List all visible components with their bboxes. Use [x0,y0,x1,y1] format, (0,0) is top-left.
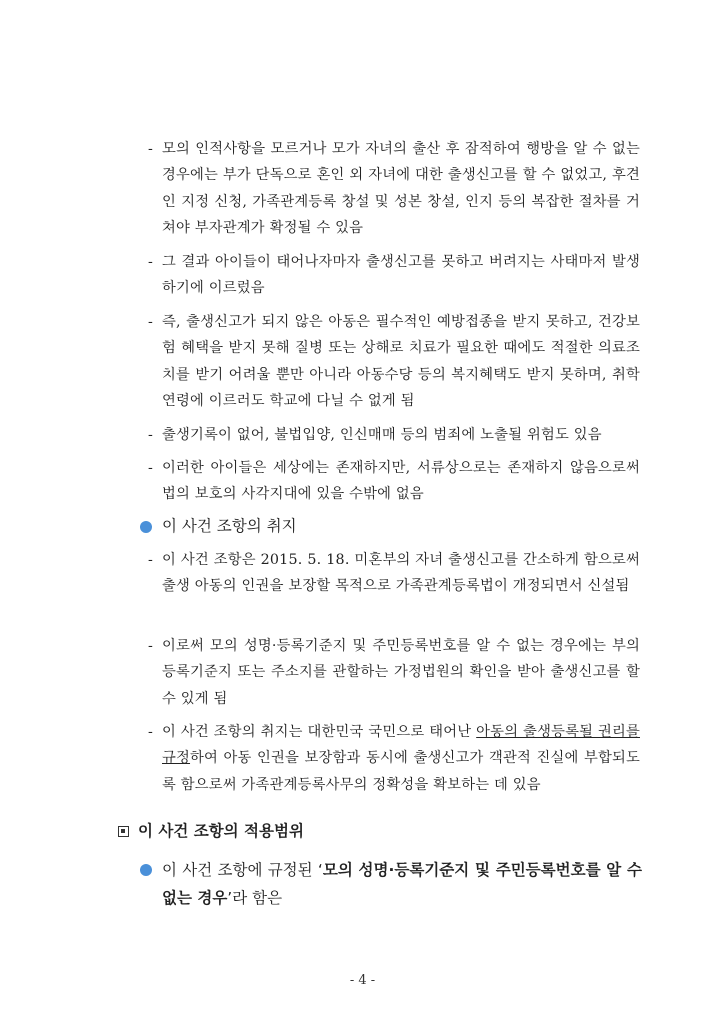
list-item [148,719,640,798]
text-segment: ’라 함은 [227,889,283,907]
list-item [148,249,640,302]
dash-marker: - [148,254,154,270]
dash-marker: - [148,314,154,330]
underlined-text: 아동의 출생등록될 권리를 규정 [162,724,640,767]
list-item-text: 모의 인적사항을 모르거나 모가 자녀의 출산 후 잠적하여 행방을 알 수 없는 경우에는 부가 단독으로 혼인 외 자녀에 대한 출생신고를 할 수 없었고, 후견인 지정 신청, 가족관계등록 창설 및 성본 창설, 인지 등의 복잡한 절차를 거쳐야 부자관계가 확정될 수 있음 [162,141,640,236]
page-number: - 4 - [349,973,376,988]
section-heading: 이 사건 조항의 적용범위 [138,822,304,840]
text-segment: 이 사건 조항에 규정된 ‘ [162,861,323,879]
list-item-text: 출생기록이 없어, 불법입양, 인신매매 등의 범죄에 노출될 위험도 있음 [162,427,602,443]
list-item [148,422,640,448]
bullet-dot-icon [140,521,152,533]
dash-marker: - [148,141,154,157]
text-segment: 이 사건 조항의 취지는 대한민국 국민으로 태어난 [162,724,477,740]
list-item-text: 즉, 출생신고가 되지 않은 아동은 필수적인 예방접종을 받지 못하고, 건강보험 혜택을 받지 못해 질병 또는 상해로 치료가 필요한 때에도 적절한 의료조치를 받기 어려울 뿐만 아니라 아동수당 등의 복지혜택도 받지 못하며, 취학연령에 이르러도 학교에 다닐 수 없게 됨 [162,314,640,409]
dash-marker: - [148,724,154,740]
list-item-text: 이로써 모의 성명·등록기준지 및 주민등록번호를 알 수 없는 경우에는 부의 등록기준지 또는 주소지를 관할하는 가정법원의 확인을 받아 출생신고를 할 수 있게 됨 [162,638,640,707]
text-segment: 하여 아동 인권을 보장함과 동시에 출생신고가 객관적 진실에 부합되도록 함으로써 가족관계등록사무의 정확성을 확보하는 데 있음 [162,750,640,793]
section-title: 이 사건 조항의 취지 [162,517,297,535]
list-item-text: 이러한 아이들은 세상에는 존재하지만, 서류상으로는 존재하지 않음으로써 법의 보호의 사각지대에 있을 수밖에 없음 [162,460,640,503]
dash-marker: - [148,460,154,476]
list-item-text: 그 결과 아이들이 태어나자마자 출생신고를 못하고 버려지는 사태마저 발생하기에 이르렀음 [162,254,640,297]
dash-marker: - [148,638,154,654]
list-item [148,455,640,508]
list-item [148,136,640,241]
bullet-dot-icon [140,864,152,876]
bullet-paragraph [162,856,642,912]
dash-marker: - [148,427,154,443]
square-bullet-icon [118,826,129,837]
list-item [148,547,640,600]
list-item [148,633,640,712]
list-item-text: 이 사건 조항은 2015. 5. 18. 미혼부의 자녀 출생신고를 간소하게 함으로써 출생 아동의 인권을 보장할 목적으로 가족관계등록법이 개정되면서 신설됨 [162,552,640,595]
bold-text: 모의 성명·등록기준지 및 주민등록번호를 알 수 없는 경우 [162,861,642,907]
list-item-text [148,719,640,798]
list-item [148,309,640,414]
dash-marker: - [148,552,154,568]
